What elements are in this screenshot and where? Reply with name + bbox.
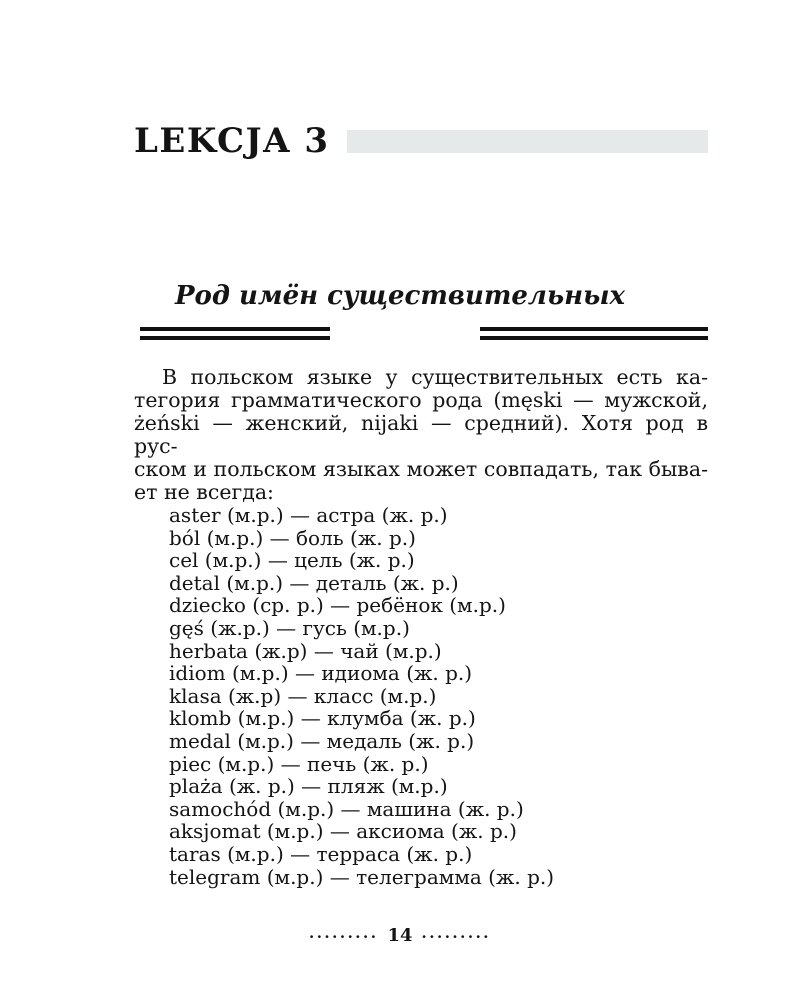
- word-list-item: klasa (ж.р) — класс (м.р.): [169, 683, 437, 708]
- page-number: 14: [387, 925, 413, 947]
- footer-dots-right: ·········: [421, 927, 492, 946]
- word-list-item: idiom (м.р.) — идиома (ж. р.): [169, 661, 473, 686]
- word-list-item: ból (м.р.) — боль (ж. р.): [169, 525, 416, 550]
- intro-paragraph: [134, 366, 708, 504]
- word-list-item: taras (м.р.) — терраса (ж. р.): [169, 841, 473, 866]
- word-list-item: cel (м.р.) — цель (ж. р.): [169, 548, 415, 573]
- double-rules: [140, 327, 708, 340]
- footer-dots-left: ·········: [308, 927, 379, 946]
- paragraph-line: В польском языке у существительных есть ка-: [162, 365, 708, 389]
- word-list-item: herbata (ж.р) — чай (м.р.): [169, 638, 442, 663]
- paragraph-line: żeński — женский, nijaki — средний). Хотя род в рус-: [134, 411, 708, 458]
- header-bar: [347, 130, 708, 153]
- paragraph-line: тегория грамматического рода (męski — мужской,: [134, 388, 708, 412]
- word-list-item: medal (м.р.) — медаль (ж. р.): [169, 728, 475, 753]
- paragraph-line: ском и польском языках может совпадать, так быва-: [134, 457, 708, 481]
- section-title: Род имён существительных: [174, 281, 626, 311]
- word-list-item: aksjomat (м.р.) — аксиома (ж. р.): [169, 819, 517, 844]
- word-list-item: telegram (м.р.) — телеграмма (ж. р.): [169, 864, 555, 889]
- word-list-item: aster (м.р.) — астра (ж. р.): [169, 503, 448, 527]
- word-list-item: klomb (м.р.) — клумба (ж. р.): [169, 706, 476, 731]
- lesson-title: LEKCJA 3: [134, 121, 330, 161]
- word-list-item: dziecko (ср. р.) — ребёнок (м.р.): [169, 593, 506, 618]
- lesson-header: [134, 123, 708, 159]
- word-list-item: samochód (м.р.) — машина (ж. р.): [169, 796, 524, 821]
- word-list-item: detal (м.р.) — деталь (ж. р.): [169, 570, 459, 595]
- paragraph-line: ет не всегда:: [134, 480, 274, 504]
- page-footer: [0, 925, 800, 946]
- word-list-item: piec (м.р.) — печь (ж. р.): [169, 751, 429, 776]
- double-rule-right: [480, 327, 708, 340]
- word-list-item: plaża (ж. р.) — пляж (м.р.): [169, 774, 448, 799]
- word-list-item: gęś (ж.р.) — гусь (м.р.): [169, 615, 410, 640]
- double-rule-left: [140, 327, 330, 340]
- gender-word-list: [169, 504, 708, 888]
